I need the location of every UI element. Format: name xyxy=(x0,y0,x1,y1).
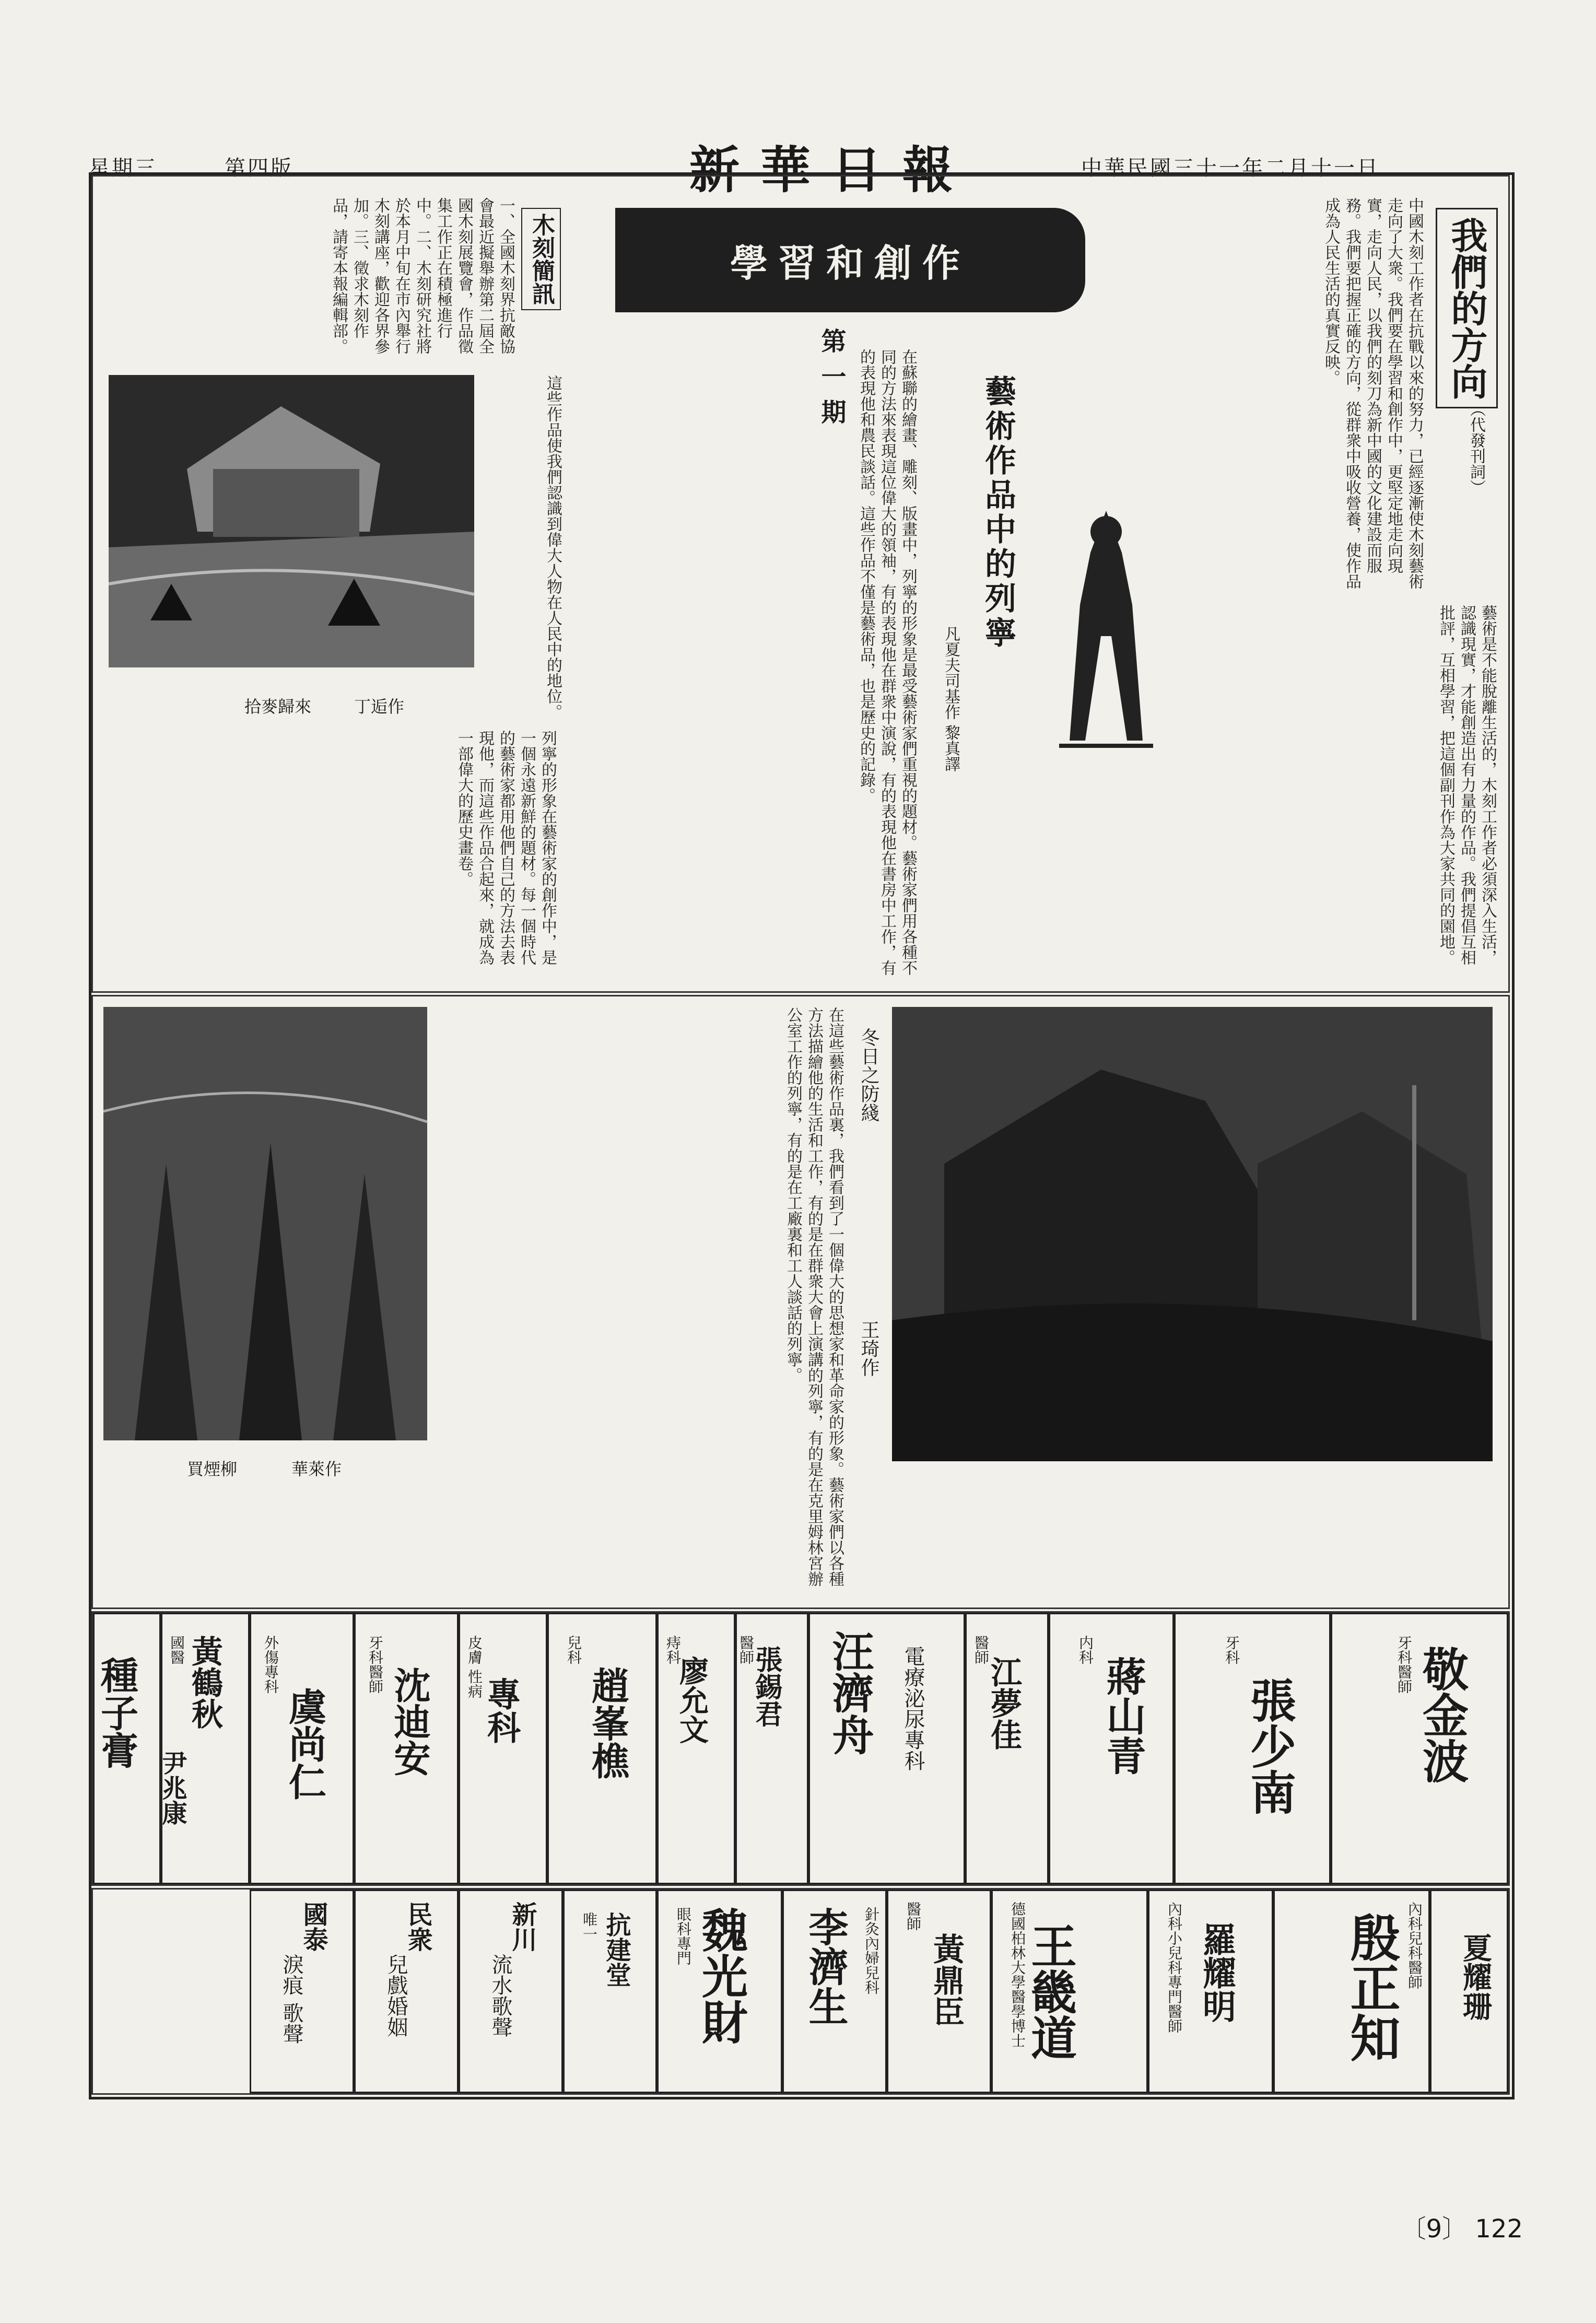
article-text-c: 這些作品使我們認識到偉大人物在人民中的地位。 xyxy=(544,375,562,720)
ad-guotai-cinema: 國泰 淚痕 歌聲 xyxy=(250,1890,354,2093)
ad-name: 敬金波 xyxy=(1415,1646,1470,1784)
ad-xinchuan-cinema: 新川 流水歌聲 xyxy=(459,1890,563,2093)
ad-zhongzi-gao: 種子膏 xyxy=(93,1613,161,1884)
woodcut-3-author: 華萊作 xyxy=(291,1459,342,1479)
feature-banner: 學習和創作 xyxy=(615,208,1085,312)
page-number: 〔9〕 122 xyxy=(1401,2214,1523,2244)
ad-li-jisheng: 李濟生 針灸內婦兒科 xyxy=(782,1890,887,2093)
article-text-d: 列寧的形象在藝術家的創作中，是一個永遠新鮮的題材。每一個時代的藝術家都用他們自己的方法去表現他，而這些作品合起來，就成為一部偉大的歷史畫卷。 xyxy=(455,730,557,965)
feature-section xyxy=(91,175,1510,993)
ad-wang-jidao: 王畿道 德國柏林大學醫學博士 xyxy=(991,1890,1148,2093)
woodcut-1-author: 丁逅作 xyxy=(354,697,405,717)
article-byline: 凡夏夫司基作 黎真譯 xyxy=(942,626,960,772)
woodcut-2-author: 王琦作 xyxy=(858,1320,879,1377)
editorial-text-b: 藝術是不能脫離生活的，木刻工作者必須深入生活，認識現實，才能創造出有力量的作品。我們提倡互相批評，互相學習，把這個副刊作為大家共同的園地。 xyxy=(1437,605,1497,965)
weekday: 星期三 xyxy=(89,156,158,180)
ad-jiang-shanqing: 蔣山青 内科 xyxy=(1049,1613,1174,1884)
page-label: 第四版 xyxy=(225,156,294,180)
ads-row-2 xyxy=(91,1888,1510,2095)
column-subtitle: （代發刊詞） xyxy=(1467,401,1485,495)
masthead: 新華日報 xyxy=(689,140,973,200)
ad-yin-zhengzhi: 殷正知 內科兒科醫師 xyxy=(1273,1890,1430,2093)
ad-huang-heqiu: 黃鶴秋 國醫 尹兆康 xyxy=(161,1613,250,1884)
ad-huang-dingchen: 黃鼎臣 醫師 xyxy=(887,1890,991,2093)
ad-skin-clinic: 專科 皮膚 性病 xyxy=(459,1613,547,1884)
ad-zhao-fengqiao: 趙峯樵 兒科 xyxy=(547,1613,657,1884)
ad-luo-yaoming: 羅耀明 內科小兒科專門醫師 xyxy=(1148,1890,1273,2093)
middle-text: 在這些藝術作品裏，我們看到了一個偉大的思想家和革命家的形象。藝術家們以各種方法描繪他的生活和工作，有的是在群衆大會上演講的列寧，有的是在克里姆林宮辦公室工作的列寧，有的是在工廠裏和工人談話的列寧。 xyxy=(784,1007,844,1587)
ad-wei-guangcai: 魏光財 眼科專門 xyxy=(657,1890,782,2093)
article-text: 在蘇聯的繪畫、雕刻、版畫中，列寧的形象是最受藝術家們重視的題材。藝術家們用各種不同的方法來表現這位偉大的領袖，有的表現他在群衆中演說，有的表現他在書房中工作，有的表現他和農民談話。這些作品不僅是藝術品，也是歷史的記錄。 xyxy=(857,349,917,976)
newspaper-page xyxy=(89,172,1515,2099)
ad-shen-dian: 沈迪安 牙科醫師 xyxy=(354,1613,459,1884)
woodcut-1-caption: 拾麥歸來 xyxy=(244,697,312,717)
woodcut-2-caption: 冬日之防綫 xyxy=(858,1028,879,1122)
woodcut-winter-image xyxy=(892,1007,1493,1461)
ad-zhang-shaonan: 張少南 牙科 xyxy=(1174,1613,1331,1884)
woodcut-3-caption: 買煙柳 xyxy=(187,1459,238,1479)
article-title: 藝術作品中的列寧 xyxy=(980,375,1016,651)
ad-jing-jinbo: 敬金波 牙科醫師 xyxy=(1331,1613,1508,1884)
series-label: 第一期 xyxy=(817,328,846,435)
ads-row-1 xyxy=(91,1611,1510,1886)
ad-kangjian-tang: 抗建堂 唯一 xyxy=(563,1890,657,2093)
notes-text: 一、全國木刻界抗敵協會最近擬舉辦第二屆全國木刻展覽會，作品徵集工作正在積極進行中。二、木刻研究社將於本月中旬在市內舉行木刻講座，歡迎各界參加。三、徵求木刻作品，請寄本報編輯部。 xyxy=(330,197,515,354)
middle-section xyxy=(91,995,1510,1609)
editorial-text-a: 中國木刻工作者在抗戰以來的努力，已經逐漸使木刻藝術走向了大衆。我們要在學習和創作中，更堅定地走向現實，走向人民，以我們的刻刀為新中國的文化建設而服務。我們要把握正確的方向，從群衆中吸收營養，使作品成為人民生活的真實反映。 xyxy=(1322,197,1424,589)
ad-minzhong-cinema: 民衆 兒戲婚姻 xyxy=(354,1890,459,2093)
ad-liao-yunwen: 廖允文 痔科 xyxy=(657,1613,735,1884)
issue-date: 中華民國三十一年二月十一日 xyxy=(1081,156,1380,180)
column-title: 我們的方向 xyxy=(1436,208,1498,408)
ad-zhang-xijun: 張錫君 醫師 xyxy=(735,1613,808,1884)
woodcut-harvest-image xyxy=(109,375,474,667)
lenin-woodcut-image xyxy=(1028,500,1184,751)
woodcut-tobacco-image xyxy=(103,1007,427,1440)
ad-yu-shangren: 虞尚仁 外傷專科 xyxy=(250,1613,354,1884)
ad-wang-jizhou: 汪濟舟 電療泌尿專科 xyxy=(808,1613,965,1884)
ad-xia-yaoshan: 夏耀珊 xyxy=(1430,1890,1508,2093)
ad-jiang-mengjia: 江夢佳 醫師 xyxy=(965,1613,1049,1884)
notes-title: 木刻簡訊 xyxy=(521,208,561,310)
